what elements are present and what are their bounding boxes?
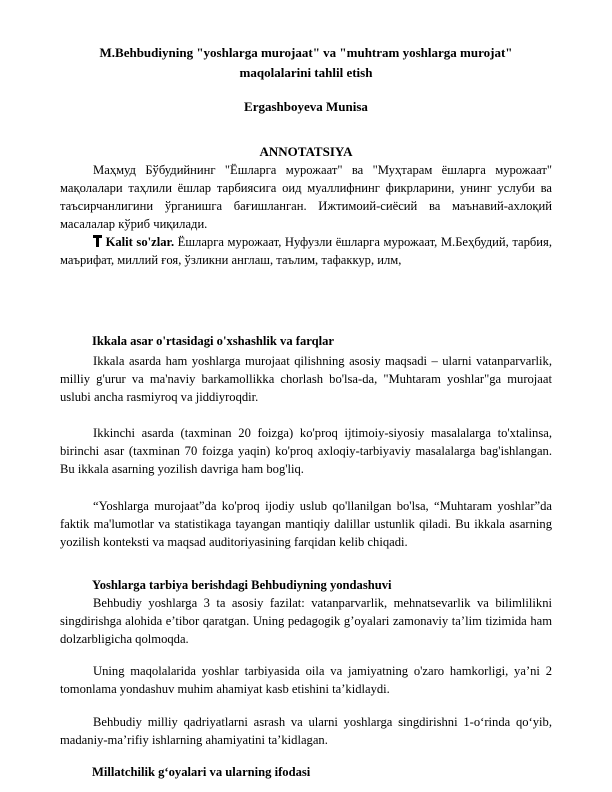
keywords-text: Ёшларга мурожаат, Нуфузли ёшларга мурожаат, М.Беҳбудий, тарбия, маърифат, миллий ғоя, ўзликни англаш, таълим, тафаккур, илм, [60,235,552,267]
keywords-label: Kalit so'zlar. [105,235,175,249]
section-2-paragraph-3: Behbudiy milliy qadriyatlarni asrash va ularni yoshlarga singdirishni 1-o‘rinda qo‘yib, madaniy-ma’rifiy ishlarning ahamiyatini ta’kidlagan. [60,715,552,747]
key-icon [93,235,102,247]
section-heading-1: Ikkala asar o'rtasidagi o'xshashlik va farqlar [92,334,335,348]
keywords-paragraph [60,233,552,269]
title-line-2: maqolalarini tahlil etish [239,65,373,80]
annotation-text: Маҳмуд Бўбудийнинг "Ёшларга мурожаат" ва "Муҳтарам ёшларга мурожаат" мақолалари таҳлили ёшлар тарбиясига оид муаллифнинг фикрларини, унинг услуби ва таъсирчанлигини ўрганишга бағишланган. Ижтимоий-сиёсий ва маънавий-ахлоқий масалалар кўриб чиқилади. [60,163,552,231]
section-2-paragraph-2: Uning maqolalarida yoshlar tarbiyasida oila va jamiyatning o'zaro hamkorligi, ya’ni 2 tomonlama yondashuv muhim ahamiyat kasb etishini ta’kidlaydi. [60,664,552,696]
author-name: Ergashboyeva Munisa [244,99,368,114]
section-2-paragraph-1: Behbudiy yoshlarga 3 ta asosiy fazilat: vatanparvarlik, mehnatsevarlik va bilimlilikni singdirishga alohida e’tibor qaratgan. Uning pedagogik g’oyalari zamonaviy ta’lim tizimida ham dolzarbligicha qolmoqda. [60,596,552,646]
section-1-paragraph-1: Ikkala asarda ham yoshlarga murojaat qilishning asosiy maqsadi – ularni vatanparvarlik, milliy g'urur va ma'naviy barkamollikka chorlash bo'lsa-da, "Muhtaram yoshlar"ga murojaat uslubi ancha rasmiyroq va jiddiyroqdir. [60,354,552,404]
section-1-paragraph-3: “Yoshlarga murojaat”da ko'proq ijodiy uslub qo'llanilgan bo'lsa, “Muhtaram yoshlar”da faktik ma'lumotlar va statistikaga tayangan mantiqiy dalillar ustunlik qiladi. Bu ikkala asarning yozilish konteksti va maqsad auditoriyasining farqidan kelib chiqadi. [60,499,552,549]
annotation-heading [60,144,552,160]
section-heading-3: Millatchilik g‘oyalari va ularning ifodasi [92,765,311,779]
section-heading-2: Yoshlarga tarbiya berishdagi Behbudiyning yondashuvi [92,578,392,592]
title-line-1: M.Behbudiyning "yoshlarga murojaat" va "muhtram yoshlarga murojat" [99,45,513,60]
document-title [60,43,552,83]
section-1-paragraph-2: Ikkinchi asarda (taxminan 20 foizga) ko'proq ijtimoiy-siyosiy masalalarga to'xtalinsa, birinchi asar (taxminan 70 foizga yaqin) ko'proq axloqiy-tarbiyaviy masalalarga bag'ishlangan. Bu ikkala asarning yozilish davriga ham bog'liq. [60,426,552,476]
annotation-heading-text: ANNOTATSIYA [259,144,353,159]
